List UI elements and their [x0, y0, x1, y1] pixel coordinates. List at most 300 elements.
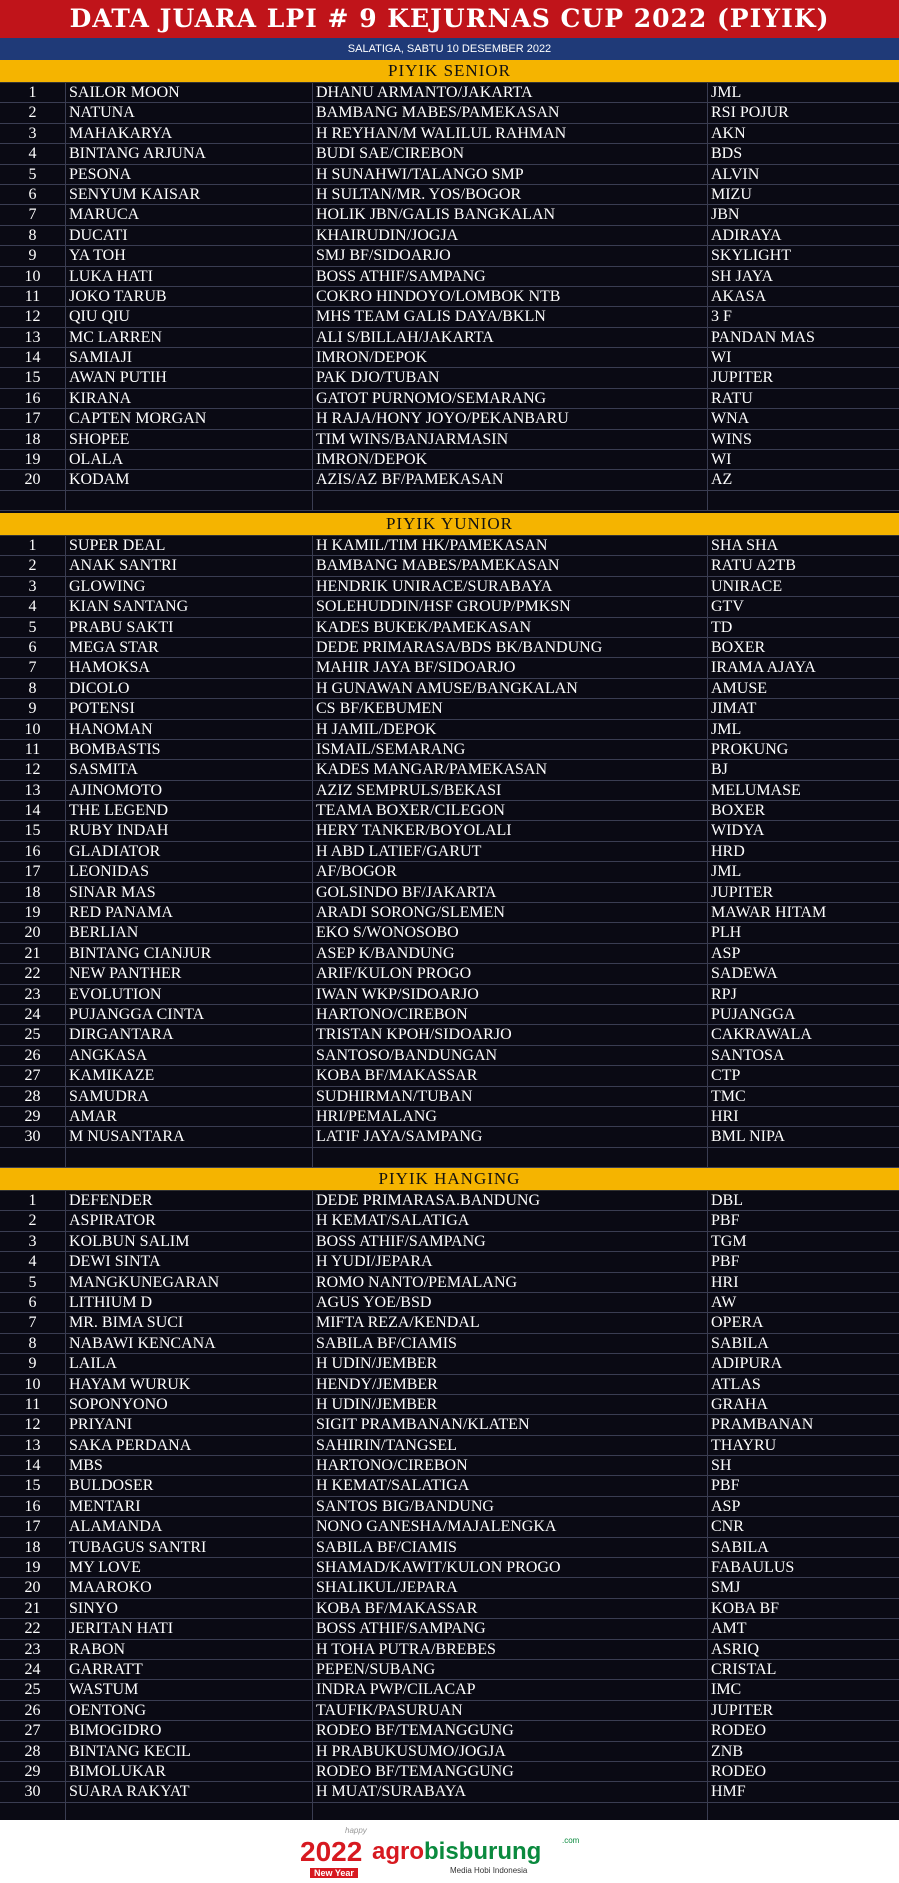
team-cell: AMUSE: [711, 679, 768, 697]
bird-name-cell: JERITAN HATI: [66, 1619, 313, 1638]
owner-cell: H ABD LATIEF/GARUT: [313, 842, 708, 861]
rank-cell: 7: [0, 658, 66, 677]
bird-name-cell: DICOLO: [66, 679, 313, 698]
table-row: [0, 205, 899, 225]
team-cell: CNR: [711, 1518, 744, 1536]
table-row: [0, 556, 899, 576]
bird-name-cell: GARRATT: [66, 1660, 313, 1679]
bird-name-cell: MBS: [66, 1456, 313, 1475]
table-row: [0, 1456, 899, 1476]
section-heading: PIYIK HANGING: [0, 1168, 899, 1191]
rank-cell: 10: [0, 267, 66, 286]
team-cell: WI: [711, 451, 732, 469]
owner-cell: H UDIN/JEMBER: [313, 1395, 708, 1414]
rank-cell: 1: [0, 1191, 66, 1210]
spacer-cell: [0, 491, 66, 510]
bird-name-cell: AJINOMOTO: [66, 781, 313, 800]
team-cell: SADEWA: [711, 965, 778, 983]
table-row: [0, 944, 899, 964]
owner-cell: HENDRIK UNIRACE/SURABAYA: [313, 577, 708, 596]
bird-name-cell: ANGKASA: [66, 1046, 313, 1065]
owner-cell: BUDI SAE/CIREBON: [313, 144, 708, 163]
team-cell: OPERA: [711, 1314, 764, 1332]
table-row: [0, 536, 899, 556]
rank-cell: 21: [0, 944, 66, 963]
bird-name-cell: GLOWING: [66, 577, 313, 596]
bird-name-cell: KAMIKAZE: [66, 1066, 313, 1085]
team-cell: SH: [711, 1457, 732, 1475]
spacer-cell: [0, 1148, 66, 1167]
bird-name-cell: HANOMAN: [66, 720, 313, 739]
rank-cell: 13: [0, 1436, 66, 1455]
team-cell: ADIPURA: [711, 1355, 783, 1373]
rank-cell: 2: [0, 1211, 66, 1230]
team-cell: IMC: [711, 1681, 742, 1699]
owner-cell: ROMO NANTO/PEMALANG: [313, 1273, 708, 1292]
owner-cell: HARTONO/CIREBON: [313, 1005, 708, 1024]
team-cell: PLH: [711, 924, 742, 942]
table-row: [0, 368, 899, 388]
rank-cell: 18: [0, 883, 66, 902]
team-cell: AMT: [711, 1620, 747, 1638]
bird-name-cell: HAYAM WURUK: [66, 1375, 313, 1394]
team-cell: JUPITER: [711, 369, 774, 387]
section-2: [0, 1168, 899, 1823]
table-row: [0, 1660, 899, 1680]
rank-cell: 13: [0, 781, 66, 800]
rank-cell: 19: [0, 450, 66, 469]
bird-name-cell: MANGKUNEGARAN: [66, 1273, 313, 1292]
team-cell: JML: [711, 84, 742, 101]
team-cell: TGM: [711, 1232, 747, 1250]
owner-cell: IMRON/DEPOK: [313, 450, 708, 469]
table-row: [0, 1762, 899, 1782]
rank-cell: 6: [0, 185, 66, 204]
table-row: [0, 124, 899, 144]
logo-brand: [372, 1838, 541, 1866]
table-row: [0, 1191, 899, 1211]
table-row: [0, 287, 899, 307]
table-row: [0, 638, 899, 658]
table-row: [0, 679, 899, 699]
bird-name-cell: RABON: [66, 1640, 313, 1659]
table-row: [0, 699, 899, 719]
bird-name-cell: LAILA: [66, 1354, 313, 1373]
owner-cell: ARADI SORONG/SLEMEN: [313, 903, 708, 922]
team-cell: WNA: [711, 410, 750, 428]
owner-cell: AZIZ SEMPRULS/BEKASI: [313, 781, 708, 800]
bird-name-cell: POTENSI: [66, 699, 313, 718]
rank-cell: 23: [0, 985, 66, 1004]
owner-cell: SMJ BF/SIDOARJO: [313, 246, 708, 265]
bird-name-cell: SAMIAJI: [66, 348, 313, 367]
rank-cell: 8: [0, 679, 66, 698]
bird-name-cell: TUBAGUS SANTRI: [66, 1538, 313, 1557]
rank-cell: 28: [0, 1087, 66, 1106]
logo-newyear: New Year: [310, 1868, 358, 1878]
rank-cell: 21: [0, 1599, 66, 1618]
owner-cell: SUDHIRMAN/TUBAN: [313, 1087, 708, 1106]
rank-cell: 19: [0, 1558, 66, 1577]
rank-cell: 4: [0, 1252, 66, 1271]
bird-name-cell: WASTUM: [66, 1680, 313, 1699]
owner-cell: SOLEHUDDIN/HSF GROUP/PMKSN: [313, 597, 708, 616]
rank-cell: 8: [0, 1334, 66, 1353]
bird-name-cell: NABAWI KENCANA: [66, 1334, 313, 1353]
table-row: [0, 1025, 899, 1045]
owner-cell: KOBA BF/MAKASSAR: [313, 1066, 708, 1085]
rank-cell: 29: [0, 1762, 66, 1781]
team-cell: PRAMBANAN: [711, 1416, 814, 1434]
rank-cell: 2: [0, 556, 66, 575]
owner-cell: H GUNAWAN AMUSE/BANGKALAN: [313, 679, 708, 698]
team-cell: JUPITER: [711, 883, 774, 901]
team-cell: 3 F: [711, 308, 732, 326]
section-0: [0, 60, 899, 511]
table-row: [0, 781, 899, 801]
team-cell: WINS: [711, 430, 752, 448]
team-cell: MAWAR HITAM: [711, 904, 827, 922]
rank-cell: 17: [0, 409, 66, 428]
table-row: [0, 658, 899, 678]
team-cell: SABILA: [711, 1334, 769, 1352]
bird-name-cell: OENTONG: [66, 1701, 313, 1720]
rank-cell: 30: [0, 1782, 66, 1801]
rank-cell: 20: [0, 923, 66, 942]
bird-name-cell: MAHAKARYA: [66, 124, 313, 143]
bird-name-cell: CAPTEN MORGAN: [66, 409, 313, 428]
owner-cell: H RAJA/HONY JOYO/PEKANBARU: [313, 409, 708, 428]
owner-cell: DEDE PRIMARASA/BDS BK/BANDUNG: [313, 638, 708, 657]
table-row: [0, 1313, 899, 1333]
team-cell: HMF: [711, 1783, 746, 1801]
team-cell: CAKRAWALA: [711, 1026, 812, 1044]
team-cell: PUJANGGA: [711, 1005, 796, 1023]
rank-cell: 8: [0, 226, 66, 245]
owner-cell: H KAMIL/TIM HK/PAMEKASAN: [313, 536, 708, 555]
table-row: [0, 328, 899, 348]
owner-cell: H TOHA PUTRA/BREBES: [313, 1640, 708, 1659]
team-cell: WIDYA: [711, 822, 765, 840]
owner-cell: H PRABUKUSUMO/JOGJA: [313, 1742, 708, 1761]
owner-cell: PAK DJO/TUBAN: [313, 368, 708, 387]
owner-cell: H SULTAN/MR. YOS/BOGOR: [313, 185, 708, 204]
table-row: [0, 923, 899, 943]
owner-cell: DHANU ARMANTO/JAKARTA: [313, 83, 708, 102]
owner-cell: AZIS/AZ BF/PAMEKASAN: [313, 470, 708, 489]
rank-cell: 16: [0, 1497, 66, 1516]
rank-cell: 1: [0, 536, 66, 555]
owner-cell: H KEMAT/SALATIGA: [313, 1476, 708, 1495]
owner-cell: MIFTA REZA/KENDAL: [313, 1313, 708, 1332]
table-row: [0, 1107, 899, 1127]
bird-name-cell: SUARA RAKYAT: [66, 1782, 313, 1801]
owner-cell: ALI S/BILLAH/JAKARTA: [313, 328, 708, 347]
bird-name-cell: KODAM: [66, 470, 313, 489]
bird-name-cell: SENYUM KAISAR: [66, 185, 313, 204]
table-row: [0, 1375, 899, 1395]
owner-cell: CS BF/KEBUMEN: [313, 699, 708, 718]
table-row: [0, 1232, 899, 1252]
rank-cell: 10: [0, 720, 66, 739]
rank-cell: 12: [0, 307, 66, 326]
table-row: [0, 1127, 899, 1147]
rank-cell: 23: [0, 1640, 66, 1659]
rank-cell: 11: [0, 287, 66, 306]
bird-name-cell: QIU QIU: [66, 307, 313, 326]
bird-name-cell: PESONA: [66, 165, 313, 184]
table-row: [0, 1558, 899, 1578]
team-cell: BOXER: [711, 638, 766, 656]
owner-cell: AF/BOGOR: [313, 862, 708, 881]
table-row: [0, 842, 899, 862]
table-row: [0, 83, 899, 103]
owner-cell: COKRO HINDOYO/LOMBOK NTB: [313, 287, 708, 306]
owner-cell: RODEO BF/TEMANGGUNG: [313, 1721, 708, 1740]
table-row: [0, 760, 899, 780]
table-row: [0, 1293, 899, 1313]
rank-cell: 3: [0, 577, 66, 596]
team-cell: JBN: [711, 206, 740, 224]
rank-cell: 12: [0, 1415, 66, 1434]
table-row: [0, 1742, 899, 1762]
owner-cell: KADES BUKEK/PAMEKASAN: [313, 618, 708, 637]
bird-name-cell: MC LARREN: [66, 328, 313, 347]
bird-name-cell: KIRANA: [66, 389, 313, 408]
owner-cell: HENDY/JEMBER: [313, 1375, 708, 1394]
owner-cell: HRI/PEMALANG: [313, 1107, 708, 1126]
owner-cell: H YUDI/JEPARA: [313, 1252, 708, 1271]
team-cell: UNIRACE: [711, 577, 783, 595]
owner-cell: BAMBANG MABES/PAMEKASAN: [313, 103, 708, 122]
team-cell: JIMAT: [711, 700, 757, 718]
section-heading: PIYIK SENIOR: [0, 60, 899, 83]
table-row: [0, 307, 899, 327]
team-cell: PROKUNG: [711, 740, 789, 758]
spacer-cell: [66, 491, 313, 510]
table-row: [0, 618, 899, 638]
page-title: DATA JUARA LPI # 9 KEJURNAS CUP 2022 (PIYIK): [0, 0, 899, 38]
rank-cell: 5: [0, 1273, 66, 1292]
owner-cell: BAMBANG MABES/PAMEKASAN: [313, 556, 708, 575]
rank-cell: 15: [0, 1476, 66, 1495]
rank-cell: 27: [0, 1721, 66, 1740]
bird-name-cell: SHOPEE: [66, 430, 313, 449]
bird-name-cell: ALAMANDA: [66, 1517, 313, 1536]
rank-cell: 7: [0, 205, 66, 224]
bird-name-cell: MENTARI: [66, 1497, 313, 1516]
table-row: [0, 801, 899, 821]
table-row: [0, 964, 899, 984]
table-row: [0, 1578, 899, 1598]
table-row: [0, 1395, 899, 1415]
table-row: [0, 1252, 899, 1272]
table-row: [0, 389, 899, 409]
bird-name-cell: EVOLUTION: [66, 985, 313, 1004]
team-cell: ADIRAYA: [711, 226, 782, 244]
bird-name-cell: M NUSANTARA: [66, 1127, 313, 1146]
bird-name-cell: KOLBUN SALIM: [66, 1232, 313, 1251]
table-row: [0, 903, 899, 923]
logo-dotcom: .com: [562, 1836, 580, 1845]
team-cell: BML NIPA: [711, 1128, 785, 1146]
rank-cell: 27: [0, 1066, 66, 1085]
rank-cell: 5: [0, 618, 66, 637]
owner-cell: RODEO BF/TEMANGGUNG: [313, 1762, 708, 1781]
owner-cell: TIM WINS/BANJARMASIN: [313, 430, 708, 449]
rank-cell: 7: [0, 1313, 66, 1332]
table-row: [0, 1476, 899, 1496]
team-cell: DBL: [711, 1192, 743, 1209]
team-cell: HRD: [711, 842, 745, 860]
team-cell: HRI: [711, 1273, 739, 1291]
team-cell: HRI: [711, 1107, 739, 1125]
team-cell: MELUMASE: [711, 781, 801, 799]
bird-name-cell: AWAN PUTIH: [66, 368, 313, 387]
bird-name-cell: OLALA: [66, 450, 313, 469]
bird-name-cell: BIMOGIDRO: [66, 1721, 313, 1740]
owner-cell: SANTOSO/BANDUNGAN: [313, 1046, 708, 1065]
table-row: [0, 185, 899, 205]
team-cell: PBF: [711, 1212, 740, 1230]
rank-cell: 16: [0, 842, 66, 861]
bird-name-cell: KIAN SANTANG: [66, 597, 313, 616]
owner-cell: H JAMIL/DEPOK: [313, 720, 708, 739]
table-row: [0, 597, 899, 617]
rank-cell: 11: [0, 740, 66, 759]
bird-name-cell: RED PANAMA: [66, 903, 313, 922]
team-cell: BOXER: [711, 802, 766, 820]
owner-cell: MAHIR JAYA BF/SIDOARJO: [313, 658, 708, 677]
bird-name-cell: ANAK SANTRI: [66, 556, 313, 575]
bird-name-cell: SAKA PERDANA: [66, 1436, 313, 1455]
table-row: [0, 409, 899, 429]
table-row: [0, 1680, 899, 1700]
table-row: [0, 1354, 899, 1374]
bird-name-cell: LUKA HATI: [66, 267, 313, 286]
table-row: [0, 985, 899, 1005]
bird-name-cell: NEW PANTHER: [66, 964, 313, 983]
owner-cell: LATIF JAYA/SAMPANG: [313, 1127, 708, 1146]
team-cell: BDS: [711, 145, 743, 163]
team-cell: IRAMA AJAYA: [711, 659, 816, 677]
team-cell: GTV: [711, 598, 744, 616]
team-cell: ATLAS: [711, 1375, 761, 1393]
bird-name-cell: MY LOVE: [66, 1558, 313, 1577]
bird-name-cell: PUJANGGA CINTA: [66, 1005, 313, 1024]
table-row: [0, 1497, 899, 1517]
rank-cell: 26: [0, 1046, 66, 1065]
owner-cell: TAUFIK/PASURUAN: [313, 1701, 708, 1720]
table-row: [0, 720, 899, 740]
table-row: [0, 1701, 899, 1721]
team-cell: AKASA: [711, 287, 767, 305]
table-row: [0, 821, 899, 841]
owner-cell: HERY TANKER/BOYOLALI: [313, 821, 708, 840]
owner-cell: EKO S/WONOSOBO: [313, 923, 708, 942]
agrobisburung-logo: [300, 1826, 600, 1880]
team-cell: PBF: [711, 1477, 740, 1495]
bird-name-cell: DIRGANTARA: [66, 1025, 313, 1044]
team-cell: RATU: [711, 389, 753, 407]
owner-cell: AGUS YOE/BSD: [313, 1293, 708, 1312]
rank-cell: 9: [0, 699, 66, 718]
table-row: [0, 450, 899, 470]
rank-cell: 28: [0, 1742, 66, 1761]
team-cell: RSI POJUR: [711, 104, 789, 122]
table-row: [0, 144, 899, 164]
owner-cell: H MUAT/SURABAYA: [313, 1782, 708, 1801]
rank-cell: 13: [0, 328, 66, 347]
rank-cell: 22: [0, 1619, 66, 1638]
table-row: [0, 165, 899, 185]
table-row: [0, 1415, 899, 1435]
bird-name-cell: PRABU SAKTI: [66, 618, 313, 637]
bird-name-cell: MR. BIMA SUCI: [66, 1313, 313, 1332]
team-cell: PANDAN MAS: [711, 328, 815, 346]
team-cell: GRAHA: [711, 1395, 768, 1413]
team-cell: ASP: [711, 1497, 741, 1515]
rank-cell: 25: [0, 1025, 66, 1044]
team-cell: AZ: [711, 471, 733, 489]
team-cell: ASRIQ: [711, 1640, 760, 1658]
team-cell: JML: [711, 720, 742, 738]
team-cell: THAYRU: [711, 1436, 777, 1454]
table-row: [0, 1066, 899, 1086]
table-row: [0, 1721, 899, 1741]
rank-cell: 30: [0, 1127, 66, 1146]
logo-tagline: Media Hobi Indonesia: [450, 1866, 528, 1875]
bird-name-cell: MARUCA: [66, 205, 313, 224]
owner-cell: SANTOS BIG/BANDUNG: [313, 1497, 708, 1516]
bird-name-cell: SINYO: [66, 1599, 313, 1618]
owner-cell: TEAMA BOXER/CILEGON: [313, 801, 708, 820]
bird-name-cell: DEWI SINTA: [66, 1252, 313, 1271]
rank-cell: 17: [0, 862, 66, 881]
spacer-cell: [313, 491, 708, 510]
rank-cell: 6: [0, 638, 66, 657]
rank-cell: 26: [0, 1701, 66, 1720]
logo-brand-b: bisburung: [424, 1838, 542, 1865]
spacer-cell: [708, 1148, 899, 1167]
team-cell: FABAULUS: [711, 1559, 795, 1577]
rank-cell: 4: [0, 597, 66, 616]
rank-cell: 14: [0, 801, 66, 820]
team-cell: SH JAYA: [711, 267, 774, 285]
rank-cell: 6: [0, 1293, 66, 1312]
bird-name-cell: SAILOR MOON: [66, 83, 313, 102]
team-cell: CRISTAL: [711, 1660, 777, 1678]
logo-happy-text: happy: [345, 1826, 367, 1835]
owner-cell: TRISTAN KPOH/SIDOARJO: [313, 1025, 708, 1044]
table-row: [0, 1273, 899, 1293]
bird-name-cell: LITHIUM D: [66, 1293, 313, 1312]
rank-cell: 15: [0, 821, 66, 840]
team-cell: ZNB: [711, 1742, 743, 1760]
rank-cell: 25: [0, 1680, 66, 1699]
table-row: [0, 883, 899, 903]
bird-name-cell: BIMOLUKAR: [66, 1762, 313, 1781]
bird-name-cell: YA TOH: [66, 246, 313, 265]
owner-cell: H UDIN/JEMBER: [313, 1354, 708, 1373]
bird-name-cell: BULDOSER: [66, 1476, 313, 1495]
owner-cell: KADES MANGAR/PAMEKASAN: [313, 760, 708, 779]
owner-cell: KOBA BF/MAKASSAR: [313, 1599, 708, 1618]
rank-cell: 14: [0, 1456, 66, 1475]
team-cell: RPJ: [711, 985, 737, 1003]
rank-cell: 17: [0, 1517, 66, 1536]
team-cell: CTP: [711, 1067, 741, 1085]
